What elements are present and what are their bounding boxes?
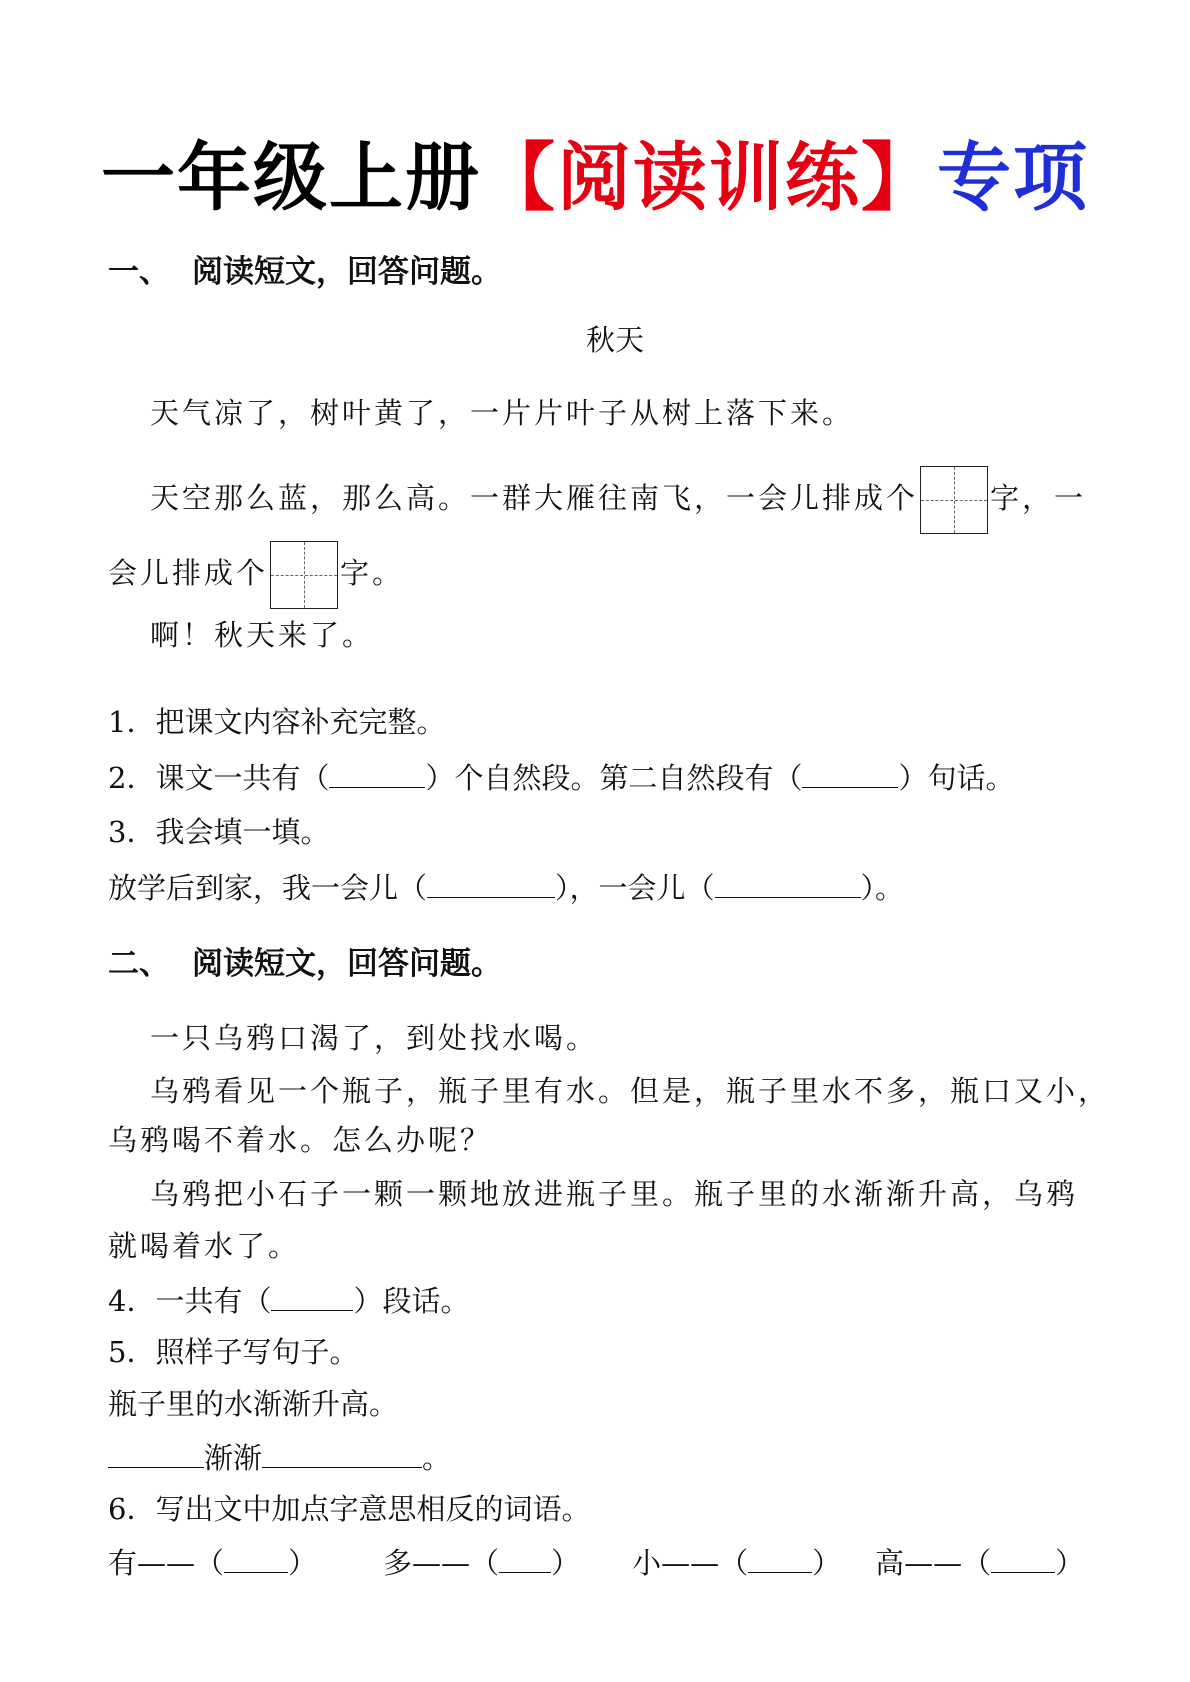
answer-blank[interactable]: [329, 757, 425, 788]
passage2-paragraph1: 一只乌鸦口渴了，到处找水喝。: [150, 1021, 599, 1055]
question-3-text-c: ）。: [860, 871, 905, 905]
question-3-text-a: 放学后到家，我一会儿（: [108, 871, 428, 905]
question-4: [108, 1280, 469, 1321]
title-grade: 一年级上册: [101, 135, 481, 221]
passage1-paragraph2-line1: [150, 466, 1086, 534]
passage2-paragraph2-line1: 乌鸦看见一个瓶子，瓶子里有水。但是，瓶子里水不多，瓶口又小，: [150, 1074, 1111, 1108]
page-title: [0, 128, 1190, 228]
answer-blank[interactable]: [224, 1542, 288, 1573]
section2-number: 二、: [108, 946, 170, 982]
answer-blank[interactable]: [802, 757, 898, 788]
antonym-close: ）: [812, 1546, 842, 1580]
question-5-word: 渐渐: [204, 1441, 263, 1475]
question-4-text-b: ）段话。: [353, 1284, 470, 1318]
writing-grid-box[interactable]: [920, 466, 988, 534]
antonym-close: ）: [1055, 1546, 1085, 1580]
section1-number: 一、: [108, 254, 170, 290]
question-1: 1．把课文内容补充完整。: [108, 705, 446, 739]
question-3: 3．我会填一填。: [108, 815, 330, 849]
question-6-antonyms-row: [108, 1542, 1084, 1583]
question-2: [108, 757, 1014, 798]
answer-blank[interactable]: [499, 1542, 551, 1573]
passage1-title: 秋天: [585, 323, 644, 357]
passage1-paragraph2-line2: [108, 541, 404, 609]
answer-blank[interactable]: [748, 1542, 812, 1573]
question-4-text-a: 4．一共有（: [108, 1284, 272, 1318]
answer-blank[interactable]: [108, 1437, 204, 1468]
question-6: 6．写出文中加点字意思相反的词语。: [108, 1492, 591, 1526]
answer-blank[interactable]: [262, 1437, 422, 1468]
antonym-word: 小——（: [632, 1546, 749, 1580]
passage2-paragraph2-line2: 乌鸦喝不着水。怎么办呢？: [108, 1123, 493, 1157]
passage1-paragraph2-text-b: 字，一: [990, 481, 1087, 515]
section1-heading-text: 阅读短文，回答问题。: [192, 254, 502, 290]
passage2-paragraph3-line2: 就喝着水了。: [108, 1229, 301, 1263]
antonym-word: 高——（: [875, 1546, 992, 1580]
antonym-word: 有——（: [108, 1546, 225, 1580]
question-5-end: 。: [422, 1441, 452, 1475]
antonym-item: [108, 1546, 317, 1580]
answer-blank[interactable]: [427, 867, 555, 898]
passage2-paragraph3-line1: 乌鸦把小石子一颗一颗地放进瓶子里。瓶子里的水渐渐升高，乌鸦: [150, 1177, 1079, 1211]
antonym-word: 多——（: [383, 1546, 500, 1580]
answer-blank[interactable]: [271, 1280, 353, 1311]
question-5-fill-line: [108, 1437, 451, 1478]
question-3-fill-line: [108, 867, 904, 908]
writing-grid-box[interactable]: [270, 541, 338, 609]
section2-heading-text: 阅读短文，回答问题。: [192, 946, 502, 982]
antonym-item: [383, 1546, 580, 1580]
passage1-paragraph2-text-a: 天空那么蓝，那么高。一群大雁往南飞，一会儿排成个: [150, 481, 919, 515]
passage1-paragraph1: 天气凉了，树叶黄了，一片片叶子从树上落下来。: [150, 396, 855, 430]
question-2-text-a: 2．课文一共有（: [108, 761, 330, 795]
section2-heading: [108, 944, 502, 984]
question-3-text-b: ），一会儿（: [555, 871, 715, 905]
antonym-close: ）: [551, 1546, 581, 1580]
antonym-close: ）: [288, 1546, 318, 1580]
passage1-paragraph2-text-d: 字。: [340, 556, 405, 590]
question-5: 5．照样子写句子。: [108, 1335, 359, 1369]
antonym-item: [875, 1546, 1084, 1580]
title-topic: 【阅读训练】: [481, 135, 937, 221]
question-2-text-b: ）个自然段。第二自然段有（: [425, 761, 803, 795]
passage1-paragraph2-text-c: 会儿排成个: [108, 556, 269, 590]
answer-blank[interactable]: [991, 1542, 1055, 1573]
question-5-example: 瓶子里的水渐渐升高。: [108, 1387, 399, 1421]
title-suffix: 专项: [937, 135, 1089, 221]
question-2-text-c: ）句话。: [898, 761, 1015, 795]
passage1-paragraph3: 啊！秋天来了。: [150, 618, 375, 652]
antonym-item: [632, 1546, 841, 1580]
answer-blank[interactable]: [715, 867, 861, 898]
section1-heading: [108, 252, 502, 292]
